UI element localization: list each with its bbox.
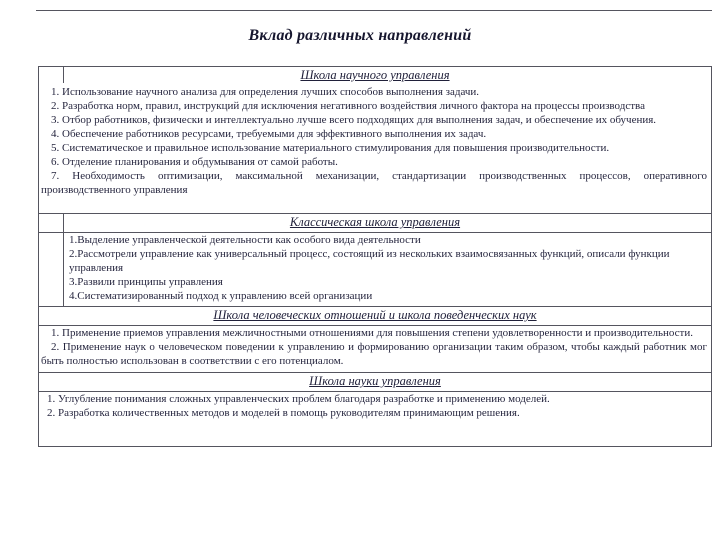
section-management-science	[39, 372, 711, 446]
list-item: 7. Необходимость оптимизации, максимальной механизации, стандартизации производственных процессов, оперативного производственного управления	[41, 170, 707, 196]
section-header-label: Школа научного управления	[300, 68, 450, 82]
section-body	[39, 233, 711, 306]
section-classical-school	[39, 213, 711, 306]
content-table	[38, 66, 712, 447]
section-header	[39, 67, 711, 85]
list-item: 6. Отделение планирования и обдумывания от самой работы.	[51, 156, 338, 168]
list-item: 5. Систематическое и правильное использование материального стимулирования для повышения производительности.	[51, 142, 610, 154]
section-body	[39, 326, 711, 372]
section-scientific-management	[39, 67, 711, 213]
list-item: 3. Отбор работников, физически и интеллектуально лучше всего подходящих для выполнения задач, и обеспечение их обучения.	[51, 114, 657, 126]
list-item: 2.Рассмотрели управление как универсальный процесс, состоящий из нескольких взаимосвязанных функций, описали функции управления	[69, 248, 670, 274]
list-item: 4.Систематизированный подход к управлению всей организации	[69, 290, 373, 302]
list-item: 1. Применение приемов управления межличностными отношениями для повышения степени удовлетворенности и производительности.	[51, 327, 693, 339]
list-item: 3.Развили принципы управления	[69, 276, 223, 288]
list-item: 2. Разработка количественных методов и моделей в помощь руководителям принимающим решения.	[47, 407, 520, 419]
section-body	[39, 392, 711, 446]
list-item: 4. Обеспечение работников ресурсами, требуемыми для эффективного выполнения их задач.	[51, 128, 487, 140]
list-item: 2. Применение наук о человеческом поведении к управлению и формированию организации таким образом, чтобы каждый работник мог быть полностью использован в соответствии с его потенциалом.	[41, 341, 707, 367]
page-title: Вклад различных направлений	[248, 27, 472, 44]
list-item: 1.Выделение управленческой деятельности как особого вида деятельности	[69, 234, 421, 246]
section-header-label: Классическая школа управления	[289, 215, 461, 229]
list-item: 2. Разработка норм, правил, инструкций для исключения негативного воздействия личного фактора на процессы производства	[51, 100, 645, 112]
section-header	[39, 213, 711, 233]
list-item: 1. Использование научного анализа для определения лучших способов выполнения задачи.	[51, 86, 480, 98]
top-rule	[36, 10, 712, 11]
section-header-label: Школа человеческих отношений и школа поведенческих наук	[213, 308, 537, 322]
section-header	[39, 372, 711, 392]
section-header-label: Школа науки управления	[309, 374, 441, 388]
section-human-relations	[39, 306, 711, 372]
list-item: 1. Углубление понимания сложных управленческих проблем благодаря разработке и применению моделей.	[47, 393, 550, 405]
section-body	[39, 85, 711, 213]
section-header	[39, 306, 711, 326]
